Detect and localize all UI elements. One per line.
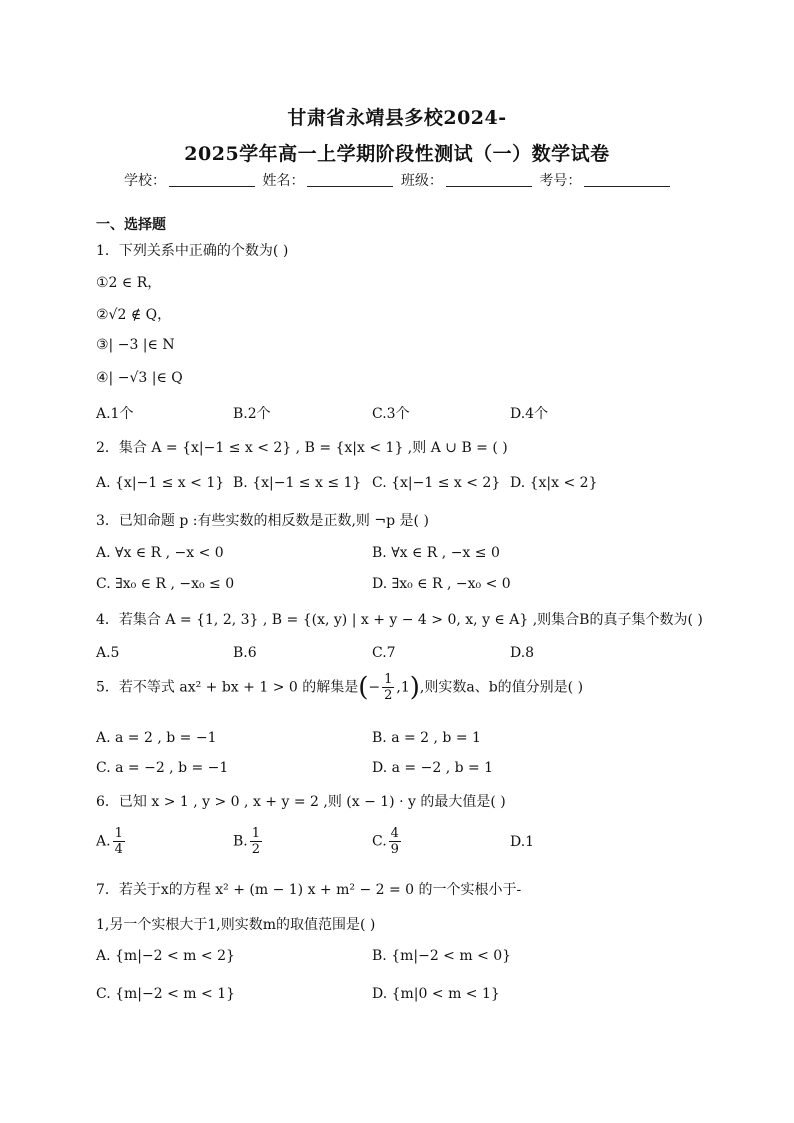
q7-option-b[interactable]: B. {m|−2 < m < 0} (372, 948, 512, 964)
exam-no-blank[interactable] (584, 174, 670, 187)
q5-left-paren: ( (358, 672, 369, 703)
class-label: 班级： (400, 173, 443, 189)
q5-option-b[interactable]: B. a = 2 , b = 1 (372, 730, 481, 746)
q2-option-c[interactable]: C. {x|−1 ≤ x < 2} (372, 475, 501, 491)
q6-option-b-den: 2 (251, 842, 261, 857)
q5-option-c[interactable]: C. a = −2 , b = −1 (96, 760, 229, 776)
q6-option-c-num: 4 (390, 826, 399, 841)
q6-option-a-den: 4 (114, 842, 123, 857)
q3-stem: 3．已知命题 p :有些实数的相反数是正数,则 ¬p 是( ) (96, 513, 429, 529)
q4-stem: 4．若集合 A = {1, 2, 3} , B = {(x, y) | x + y − 4 > 0, x, y ∈ A} ,则集合B的真子集个数为( ) (96, 612, 703, 628)
q7-option-a[interactable]: A. {m|−2 < m < 2} (96, 948, 235, 964)
q5-frac-num: 1 (384, 672, 393, 687)
q4-option-c[interactable]: C.7 (372, 645, 396, 661)
q7-option-d[interactable]: D. {m|0 < m < 1} (372, 986, 500, 1002)
q1-option-c[interactable]: C.3个 (372, 406, 410, 422)
exam-title-line2: 2025学年高一上学期阶段性测试（一）数学试卷 (184, 143, 610, 165)
q5-interval-right: ,1 (396, 679, 410, 696)
exam-no-label: 考号： (539, 173, 582, 189)
q5-fraction (382, 672, 394, 703)
name-blank[interactable] (307, 174, 393, 187)
q2-option-a[interactable]: A. {x|−1 ≤ x < 1} (96, 475, 225, 491)
student-info-row (124, 170, 673, 190)
q4-option-d[interactable]: D.8 (510, 645, 535, 661)
q6-option-a-fraction (113, 826, 125, 857)
q5-minus: − (368, 679, 381, 696)
q7-stem-line2: 1,另一个实根大于1,则实数m的取值范围是( ) (96, 917, 376, 933)
q1-option-a[interactable]: A.1个 (96, 406, 134, 422)
q1-item-2: ②√2 ∉ Q， (96, 307, 172, 323)
q4-option-a[interactable]: A.5 (96, 645, 120, 661)
q1-item-3: ③| −3 |∈ N (96, 337, 175, 353)
section-heading: 一、选择题 (96, 217, 166, 233)
q3-option-a[interactable]: A. ∀x ∈ R , −x < 0 (96, 545, 224, 561)
q5-option-a[interactable]: A. a = 2 , b = −1 (96, 730, 217, 746)
q6-option-d[interactable]: D.1 (510, 834, 535, 850)
q6-option-a-label: A. (96, 833, 111, 850)
q6-stem: 6．已知 x > 1 , y > 0 , x + y = 2 ,则 (x − 1) · y 的最大值是( ) (96, 794, 506, 810)
q1-item-1: ①2 ∈ R， (96, 275, 162, 291)
q6-option-a[interactable] (96, 826, 127, 857)
q3-option-d[interactable]: D. ∃x₀ ∈ R , −x₀ < 0 (372, 576, 511, 592)
q6-option-b[interactable] (233, 826, 264, 857)
q1-stem: 1．下列关系中正确的个数为( ) (96, 243, 289, 259)
exam-title-line1: 甘肃省永靖县多校2024- (287, 107, 507, 129)
q5-stem (96, 672, 583, 703)
class-blank[interactable] (446, 174, 532, 187)
q2-option-b[interactable]: B. {x|−1 ≤ x ≤ 1} (233, 475, 362, 491)
school-blank[interactable] (169, 174, 255, 187)
q6-option-b-fraction (250, 826, 262, 857)
q6-option-c-label: C. (372, 833, 387, 850)
q6-option-c-den: 9 (390, 842, 399, 857)
q6-option-c[interactable] (372, 826, 403, 857)
q5-stem-post: ,则实数a、b的值分别是( ) (419, 679, 584, 696)
q6-option-b-label: B. (233, 833, 248, 850)
school-label: 学校： (124, 173, 166, 189)
q5-right-paren: ) (409, 672, 420, 703)
q6-option-c-fraction (389, 826, 401, 857)
q2-stem: 2．集合 A = {x|−1 ≤ x < 2} , B = {x|x < 1} ,则 A ∪ B = ( ) (96, 440, 508, 456)
q5-option-d[interactable]: D. a = −2 , b = 1 (372, 760, 494, 776)
q2-option-d[interactable]: D. {x|x < 2} (510, 475, 598, 491)
q5-frac-den: 2 (384, 688, 393, 703)
q1-option-b[interactable]: B.2个 (233, 406, 271, 422)
q1-option-d[interactable]: D.4个 (510, 406, 549, 422)
q6-option-a-num: 1 (114, 826, 123, 841)
q4-option-b[interactable]: B.6 (233, 645, 257, 661)
q7-stem-line1: 7．若关于x的方程 x² + (m − 1) x + m² − 2 = 0 的一个实根小于- (96, 882, 522, 898)
q3-option-b[interactable]: B. ∀x ∈ R , −x ≤ 0 (372, 545, 500, 561)
q7-option-c[interactable]: C. {m|−2 < m < 1} (96, 986, 236, 1002)
name-label: 姓名： (262, 173, 305, 189)
q6-option-b-num: 1 (251, 826, 261, 841)
q5-stem-pre: 5．若不等式 ax² + bx + 1 > 0 的解集是 (96, 679, 359, 696)
q1-item-4: ④| −√3 |∈ Q (96, 370, 183, 386)
q3-option-c[interactable]: C. ∃x₀ ∈ R , −x₀ ≤ 0 (96, 576, 235, 592)
